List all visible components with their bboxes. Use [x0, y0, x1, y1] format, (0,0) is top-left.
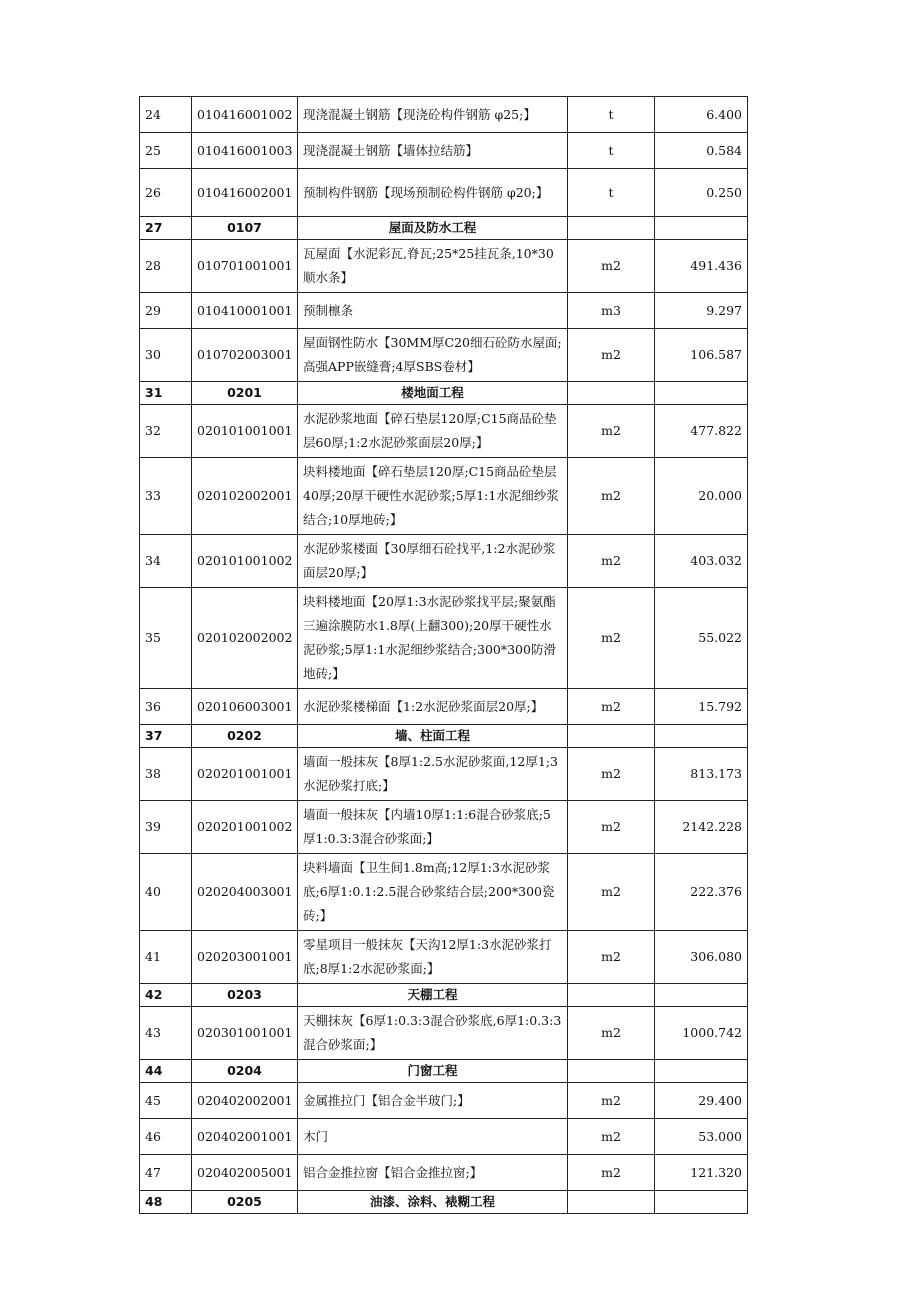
unit-cell: m2: [568, 240, 655, 293]
row-number-cell: 33: [140, 458, 192, 535]
row-number-cell: 35: [140, 588, 192, 689]
table-row: [140, 293, 748, 329]
item-name-cell: 块料墙面【卫生间1.8m高;12厚1:3水泥砂浆底;6厚1:0.1:2.5混合砂浆结合层;200*300瓷砖;】: [298, 854, 568, 931]
item-name-cell: 块料楼地面【20厚1:3水泥砂浆找平层;聚氨酯三遍涂膜防水1.8厚(上翻300);20厚干硬性水泥砂浆;5厚1:1水泥细纱浆结合;300*300防滑地砖;】: [298, 588, 568, 689]
row-number-cell: 38: [140, 748, 192, 801]
table-row: [140, 689, 748, 725]
table-body: [140, 97, 748, 1214]
unit-cell: m2: [568, 458, 655, 535]
unit-cell: [568, 984, 655, 1007]
section-row: [140, 217, 748, 240]
unit-cell: m2: [568, 854, 655, 931]
row-number-cell: 46: [140, 1119, 192, 1155]
row-number-cell: 36: [140, 689, 192, 725]
unit-cell: t: [568, 133, 655, 169]
unit-cell: [568, 217, 655, 240]
item-name-cell: 楼地面工程: [298, 382, 568, 405]
row-number-cell: 24: [140, 97, 192, 133]
item-name-cell: 门窗工程: [298, 1060, 568, 1083]
quantity-cell: 121.320: [655, 1155, 748, 1191]
item-name-cell: 块料楼地面【碎石垫层120厚;C15商品砼垫层40厚;20厚干硬性水泥砂浆;5厚1:1水泥细纱浆结合;10厚地砖;】: [298, 458, 568, 535]
quantity-cell: [655, 1060, 748, 1083]
item-name-cell: 屋面钢性防水【30MM厚C20细石砼防水屋面;高强APP嵌缝膏;4厚SBS卷材】: [298, 329, 568, 382]
item-name-cell: 预制檩条: [298, 293, 568, 329]
table-row: [140, 931, 748, 984]
row-number-cell: 41: [140, 931, 192, 984]
unit-cell: [568, 1060, 655, 1083]
item-code-cell: 020102002002: [192, 588, 298, 689]
quantity-cell: [655, 725, 748, 748]
table-row: [140, 97, 748, 133]
item-name-cell: 预制构件钢筋【现场预制砼构件钢筋 φ20;】: [298, 169, 568, 217]
unit-cell: m2: [568, 329, 655, 382]
quantity-cell: 53.000: [655, 1119, 748, 1155]
item-code-cell: 010416001003: [192, 133, 298, 169]
item-name-cell: 木门: [298, 1119, 568, 1155]
quantity-cell: 403.032: [655, 535, 748, 588]
item-code-cell: 0107: [192, 217, 298, 240]
row-number-cell: 45: [140, 1083, 192, 1119]
item-code-cell: 020201001001: [192, 748, 298, 801]
quantity-cell: 55.022: [655, 588, 748, 689]
section-row: [140, 1191, 748, 1214]
row-number-cell: 27: [140, 217, 192, 240]
item-code-cell: 0201: [192, 382, 298, 405]
item-code-cell: 020106003001: [192, 689, 298, 725]
section-row: [140, 382, 748, 405]
item-name-cell: 油漆、涂料、裱糊工程: [298, 1191, 568, 1214]
item-code-cell: 010410001001: [192, 293, 298, 329]
item-name-cell: 铝合金推拉窗【铝合金推拉窗;】: [298, 1155, 568, 1191]
quantity-cell: 6.400: [655, 97, 748, 133]
item-name-cell: 现浇混凝土钢筋【现浇砼构件钢筋 φ25;】: [298, 97, 568, 133]
item-code-cell: 020101001001: [192, 405, 298, 458]
item-name-cell: 水泥砂浆地面【碎石垫层120厚;C15商品砼垫层60厚;1:2水泥砂浆面层20厚;】: [298, 405, 568, 458]
unit-cell: m2: [568, 535, 655, 588]
row-number-cell: 28: [140, 240, 192, 293]
item-name-cell: 墙面一般抹灰【8厚1:2.5水泥砂浆面,12厚1;3水泥砂浆打底;】: [298, 748, 568, 801]
item-code-cell: 020102002001: [192, 458, 298, 535]
unit-cell: m2: [568, 689, 655, 725]
unit-cell: [568, 1191, 655, 1214]
item-name-cell: 天棚工程: [298, 984, 568, 1007]
quantity-cell: 2142.228: [655, 801, 748, 854]
quantity-cell: [655, 984, 748, 1007]
row-number-cell: 47: [140, 1155, 192, 1191]
section-row: [140, 984, 748, 1007]
table-row: [140, 854, 748, 931]
quantity-cell: 15.792: [655, 689, 748, 725]
table-row: [140, 535, 748, 588]
section-row: [140, 725, 748, 748]
section-row: [140, 1060, 748, 1083]
unit-cell: m2: [568, 1083, 655, 1119]
unit-cell: [568, 725, 655, 748]
unit-cell: m2: [568, 588, 655, 689]
unit-cell: m2: [568, 931, 655, 984]
row-number-cell: 44: [140, 1060, 192, 1083]
item-code-cell: 020201001002: [192, 801, 298, 854]
item-name-cell: 金属推拉门【铝合金半玻门;】: [298, 1083, 568, 1119]
item-code-cell: 010416002001: [192, 169, 298, 217]
table-row: [140, 748, 748, 801]
item-name-cell: 墙、柱面工程: [298, 725, 568, 748]
item-name-cell: 墙面一般抹灰【内墙10厚1:1:6混合砂浆底;5厚1:0.3:3混合砂浆面;】: [298, 801, 568, 854]
quantity-cell: 20.000: [655, 458, 748, 535]
table-row: [140, 405, 748, 458]
table-row: [140, 169, 748, 217]
quantity-cell: 9.297: [655, 293, 748, 329]
item-code-cell: 010701001001: [192, 240, 298, 293]
row-number-cell: 31: [140, 382, 192, 405]
item-code-cell: 020402002001: [192, 1083, 298, 1119]
unit-cell: m2: [568, 748, 655, 801]
quantity-cell: [655, 382, 748, 405]
item-name-cell: 水泥砂浆楼面【30厚细石砼找平,1:2水泥砂浆面层20厚;】: [298, 535, 568, 588]
quantity-cell: 813.173: [655, 748, 748, 801]
quantity-cell: 306.080: [655, 931, 748, 984]
unit-cell: t: [568, 97, 655, 133]
item-name-cell: 天棚抹灰【6厚1:0.3:3混合砂浆底,6厚1:0.3:3混合砂浆面;】: [298, 1007, 568, 1060]
table-row: [140, 588, 748, 689]
row-number-cell: 34: [140, 535, 192, 588]
item-code-cell: 020101001002: [192, 535, 298, 588]
item-code-cell: 0205: [192, 1191, 298, 1214]
unit-cell: m2: [568, 801, 655, 854]
item-name-cell: 零星项目一般抹灰【天沟12厚1:3水泥砂浆打底;8厚1:2水泥砂浆面;】: [298, 931, 568, 984]
unit-cell: m2: [568, 405, 655, 458]
row-number-cell: 42: [140, 984, 192, 1007]
table-row: [140, 133, 748, 169]
table-row: [140, 1007, 748, 1060]
table-row: [140, 1083, 748, 1119]
row-number-cell: 48: [140, 1191, 192, 1214]
bill-of-quantities-table: [139, 96, 748, 1214]
row-number-cell: 29: [140, 293, 192, 329]
unit-cell: m2: [568, 1119, 655, 1155]
quantity-cell: [655, 217, 748, 240]
item-code-cell: 0204: [192, 1060, 298, 1083]
row-number-cell: 43: [140, 1007, 192, 1060]
item-code-cell: 010416001002: [192, 97, 298, 133]
row-number-cell: 30: [140, 329, 192, 382]
quantity-cell: 0.250: [655, 169, 748, 217]
unit-cell: t: [568, 169, 655, 217]
quantity-cell: [655, 1191, 748, 1214]
table-row: [140, 329, 748, 382]
row-number-cell: 37: [140, 725, 192, 748]
quantity-cell: 491.436: [655, 240, 748, 293]
quantity-cell: 0.584: [655, 133, 748, 169]
item-name-cell: 水泥砂浆楼梯面【1:2水泥砂浆面层20厚;】: [298, 689, 568, 725]
unit-cell: m3: [568, 293, 655, 329]
unit-cell: [568, 382, 655, 405]
item-name-cell: 屋面及防水工程: [298, 217, 568, 240]
unit-cell: m2: [568, 1007, 655, 1060]
item-code-cell: 020301001001: [192, 1007, 298, 1060]
item-name-cell: 现浇混凝土钢筋【墙体拉结筋】: [298, 133, 568, 169]
quantity-cell: 222.376: [655, 854, 748, 931]
row-number-cell: 40: [140, 854, 192, 931]
row-number-cell: 32: [140, 405, 192, 458]
item-code-cell: 020402005001: [192, 1155, 298, 1191]
item-code-cell: 010702003001: [192, 329, 298, 382]
table-row: [140, 458, 748, 535]
table-row: [140, 1119, 748, 1155]
table-row: [140, 801, 748, 854]
row-number-cell: 25: [140, 133, 192, 169]
quantity-cell: 1000.742: [655, 1007, 748, 1060]
quantity-cell: 29.400: [655, 1083, 748, 1119]
unit-cell: m2: [568, 1155, 655, 1191]
item-code-cell: 0203: [192, 984, 298, 1007]
item-code-cell: 020402001001: [192, 1119, 298, 1155]
table-row: [140, 240, 748, 293]
row-number-cell: 39: [140, 801, 192, 854]
item-code-cell: 0202: [192, 725, 298, 748]
item-name-cell: 瓦屋面【水泥彩瓦,脊瓦;25*25挂瓦条,10*30顺水条】: [298, 240, 568, 293]
quantity-cell: 106.587: [655, 329, 748, 382]
row-number-cell: 26: [140, 169, 192, 217]
table-row: [140, 1155, 748, 1191]
item-code-cell: 020204003001: [192, 854, 298, 931]
quantity-cell: 477.822: [655, 405, 748, 458]
item-code-cell: 020203001001: [192, 931, 298, 984]
